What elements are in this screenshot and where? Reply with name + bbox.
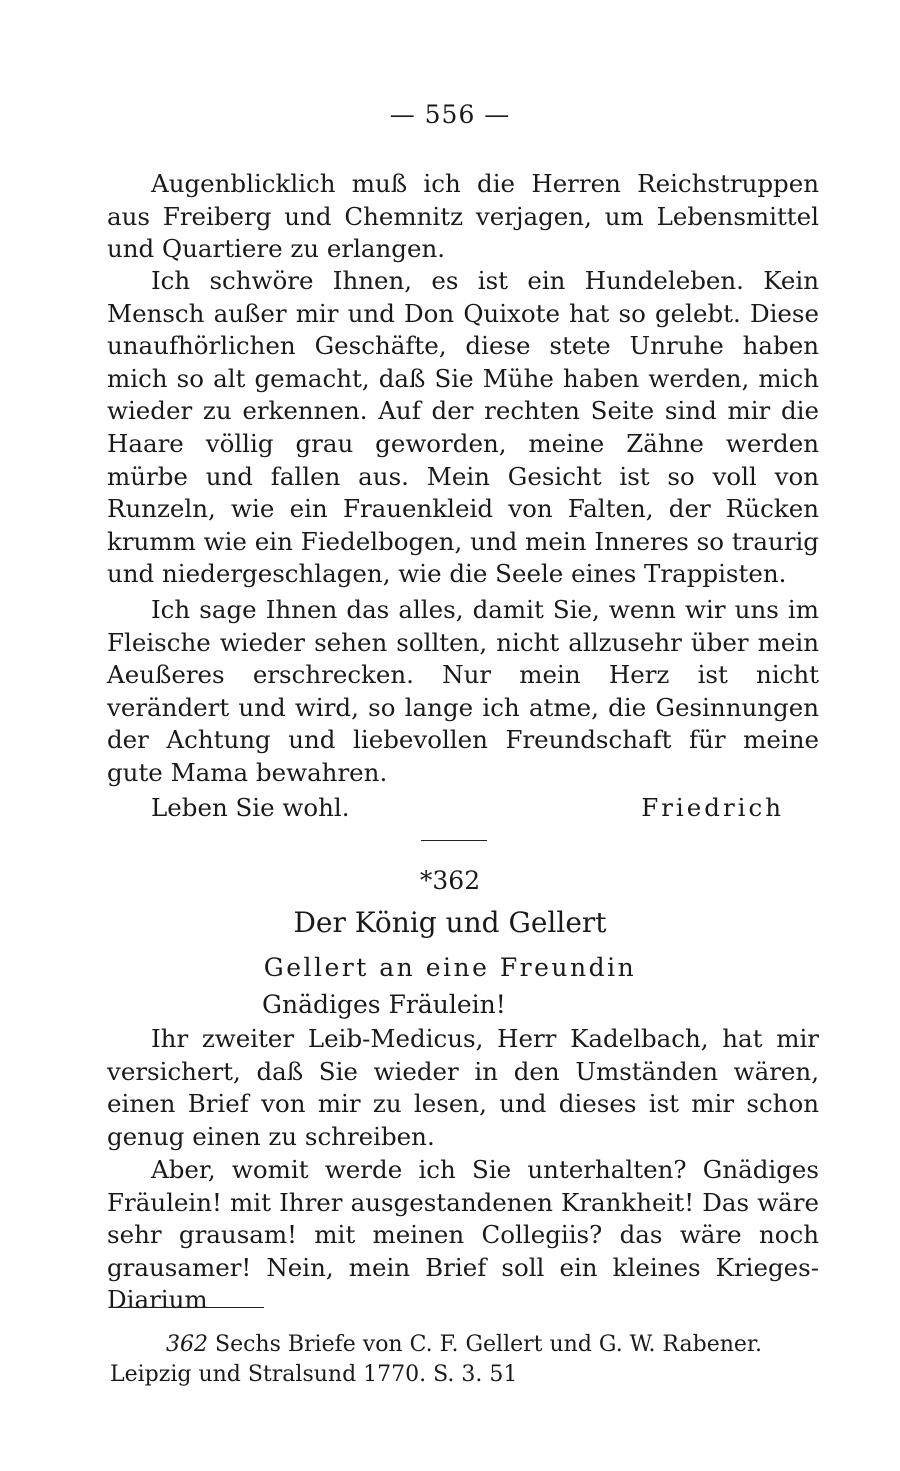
footnote-ref: 362 [166,1332,208,1357]
letter-subtitle: Gellert an eine Freundin [263,953,637,982]
footnote [110,1330,820,1390]
paragraph-text: Ich schwöre Ihnen, es ist ein Hundeleben. Kein Mensch außer mir und Don Quixote hat so gelebt. Diese unaufhörlichen Geschäfte, diese stete Unruhe haben mich so alt gemacht, daß Sie Mühe haben werden, mich wieder zu erkennen. Auf der rechten Seite sind mir die Haare völlig grau geworden, meine Zähne werden mürbe und fallen aus. Mein Gesicht ist so voll von Runzeln, wie ein Frauenkleid von Falten, der Rücken krumm wie ein Fiedelbogen, und mein Inneres so traurig und niedergeschlagen, wie die Seele eines Trappisten. [107,266,819,589]
footnote-text-1: Sechs Briefe von C. F. Gellert und G. W. Rabener. [215,1332,763,1357]
section-divider [421,840,487,841]
footnote-line-2: Leipzig und Stralsund 1770. S. 3. 51 [110,1362,518,1387]
paragraph-text: Augenblicklich muß ich die Herren Reichstruppen aus Freiberg und Chemnitz verjagen, um Lebensmittel und Quartiere zu erlangen. [107,169,819,264]
letter-title: Der König und Gellert [293,906,607,939]
letter-paragraph-5 [107,1154,819,1317]
paragraph-text: Ich sage Ihnen das alles, damit Sie, wenn wir uns im Fleische wieder sehen sollten, nicht allzusehr über mein Aeußeres erschrecken. Nur mein Herz ist nicht verändert und wird, so lange ich atme, die Gesinnungen der Achtung und liebevollen Freundschaft für meine gute Mama bewahren. [107,595,819,787]
letter-paragraph-4 [107,1023,819,1153]
letter-paragraph-1 [107,168,819,266]
footnote-line-1 [110,1330,820,1360]
footnote-divider [110,1307,264,1308]
letter-paragraph-2 [107,265,819,591]
paragraph-text: Ihr zweiter Leib-Medicus, Herr Kadelbach, hat mir versichert, daß Sie wieder in den Umständen wären, einen Brief von mir zu lesen, und dieses ist mir schon genug einen zu schreiben. [107,1024,819,1151]
letter-paragraph-3 [107,594,819,790]
paragraph-text: Aber, womit werde ich Sie unterhalten? Gnädiges Fräulein! mit Ihrer ausgestandenen Krankheit! Das wäre sehr grausam! mit meinen Collegiis? das wäre noch grausamer! Nein, mein Brief soll ein kleines Krieges-Diarium [107,1155,819,1315]
letter-number: *362 [419,866,481,895]
signature: Friedrich [641,793,784,822]
page-number: — 556 — [389,100,511,129]
farewell-text: Leben Sie wohl. [151,793,350,822]
salutation: Gnädiges Fräulein! [262,990,506,1019]
